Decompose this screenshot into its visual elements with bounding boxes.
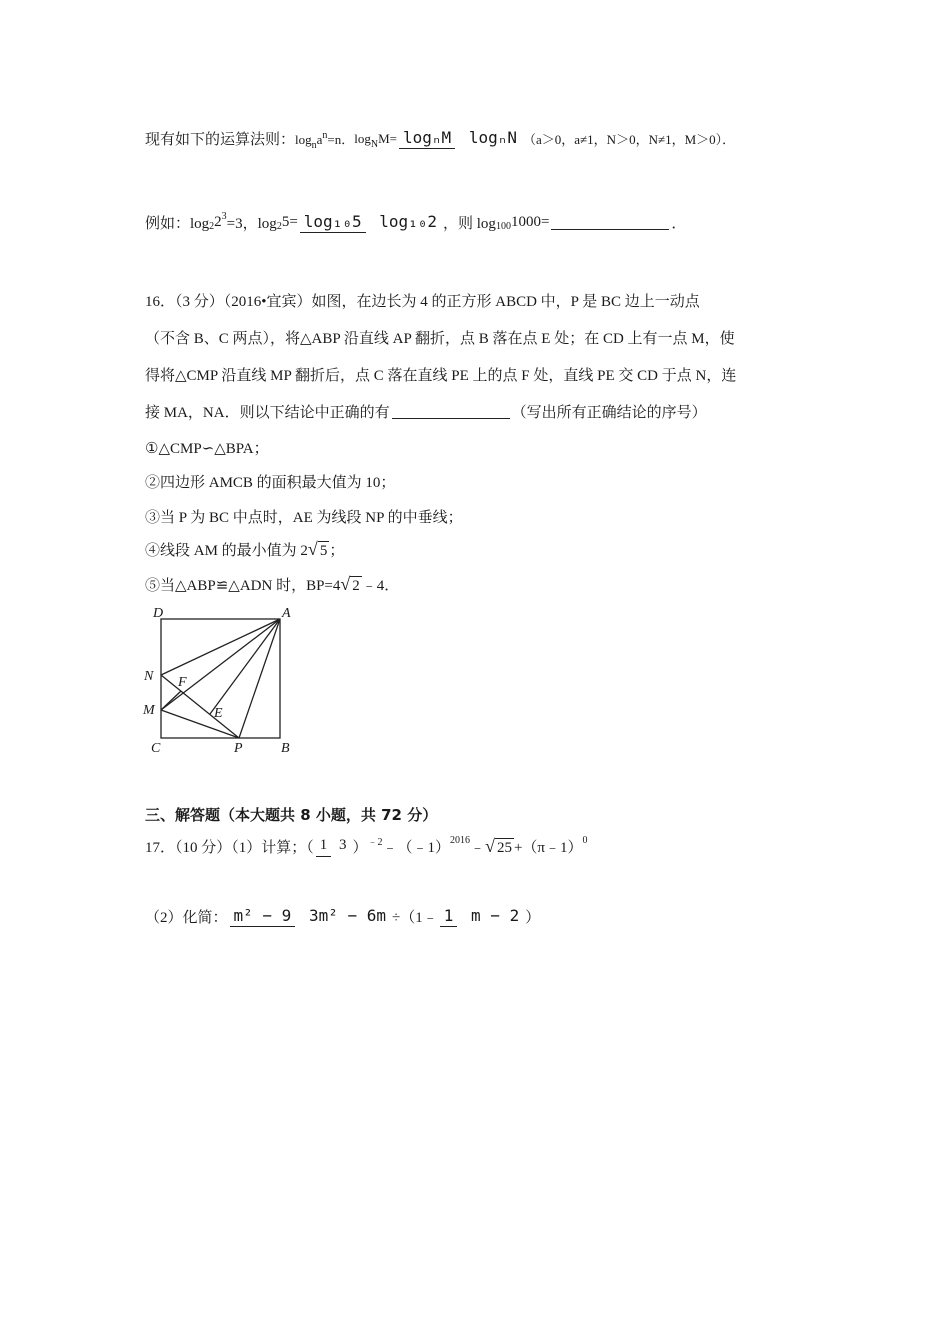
q16-option-5: ⑤当△ABP≌△ADN 时，BP=4 √ 2 ﹣4． bbox=[145, 573, 400, 594]
segment-ap bbox=[239, 619, 280, 738]
example-prefix: 例如：log bbox=[145, 216, 210, 233]
sqrt-expression: √ 5 bbox=[307, 538, 328, 559]
section-3-title: 三、解答题（本大题共 8 小题，共 72 分） bbox=[145, 806, 438, 824]
fraction-one-third: 1 3 bbox=[316, 836, 351, 856]
q16-option-4: ④线段 AM 的最小值为 2 √ 5 ； bbox=[145, 538, 345, 559]
label-e: E bbox=[214, 706, 223, 721]
example-line: 例如：log 2 2 3 =3，log 2 5= log₁₀5 log₁₀2 ，则 log 100 1000= ． bbox=[145, 211, 687, 233]
q16-option-1: ①△CMP∽△BPA； bbox=[145, 441, 269, 457]
geometry-figure bbox=[140, 600, 300, 760]
rule-fraction: logₙM logₙN bbox=[399, 128, 521, 149]
rule-formula-2: logNM= bbox=[354, 130, 398, 150]
rule-conditions: （a＞0，a≠1，N＞0，N≠1，M＞0）． bbox=[523, 132, 736, 148]
label-d: D bbox=[153, 606, 164, 621]
label-p: P bbox=[234, 741, 243, 756]
q16-line-3: 得将△CMP 沿直线 MP 翻折后，点 C 落在直线 PE 上的点 F 处，直线 PE 交 CD 于点 N，连 bbox=[145, 368, 737, 384]
rule-prefix: 现有如下的运算法则： bbox=[145, 132, 296, 149]
q17-part-2: （2）化简： m² − 9 3m² − 6m ÷（1﹣ 1 m − 2 ） bbox=[145, 906, 541, 927]
rule-line bbox=[145, 128, 736, 152]
q16-option-2: ②四边形 AMCB 的面积最大值为 10； bbox=[145, 475, 396, 491]
q16-line-2: （不含 B、C 两点），将△ABP 沿直线 AP 翻折，点 B 落在点 E 处；在 CD 上有一点 M，使 bbox=[145, 331, 735, 347]
segment-na bbox=[161, 619, 280, 675]
fraction-simplify: m² − 9 3m² − 6m bbox=[230, 906, 391, 927]
answer-blank bbox=[551, 215, 669, 230]
segment-ma bbox=[161, 619, 280, 710]
segment-mp bbox=[161, 710, 239, 738]
label-f: F bbox=[178, 675, 187, 690]
sqrt-expression: √ 25 bbox=[485, 835, 512, 856]
sqrt-expression: √ 2 bbox=[340, 573, 360, 594]
label-m: M bbox=[143, 703, 155, 718]
q17-part-1: 17．（10 分）（1）计算；（ 1 3 ） ﹣2 ﹣（﹣1） 2016 ﹣ √ 25 +（π﹣1） 0 bbox=[145, 835, 588, 856]
segment-np bbox=[161, 675, 239, 738]
q16-line-4: 接 MA，NA．则以下结论中正确的有 （写出所有正确结论的序号） bbox=[145, 405, 707, 421]
q16-option-3: ③当 P 为 BC 中点时，AE 为线段 NP 的中垂线； bbox=[145, 510, 463, 526]
label-b: B bbox=[281, 741, 290, 756]
fraction-inner: 1 m − 2 bbox=[440, 906, 523, 927]
label-c: C bbox=[151, 741, 161, 756]
segment-mf bbox=[161, 691, 181, 710]
label-n: N bbox=[144, 669, 154, 684]
segment-ae bbox=[210, 619, 280, 714]
q16-line-1: 16．（3 分）（2016•宜宾）如图，在边长为 4 的正方形 ABCD 中，P 是 BC 边上一动点 bbox=[145, 294, 700, 310]
example-fraction: log₁₀5 log₁₀2 bbox=[300, 212, 441, 233]
label-a: A bbox=[282, 606, 291, 621]
rule-formula-1: lognan=n． bbox=[295, 130, 355, 152]
answer-blank bbox=[392, 404, 510, 419]
